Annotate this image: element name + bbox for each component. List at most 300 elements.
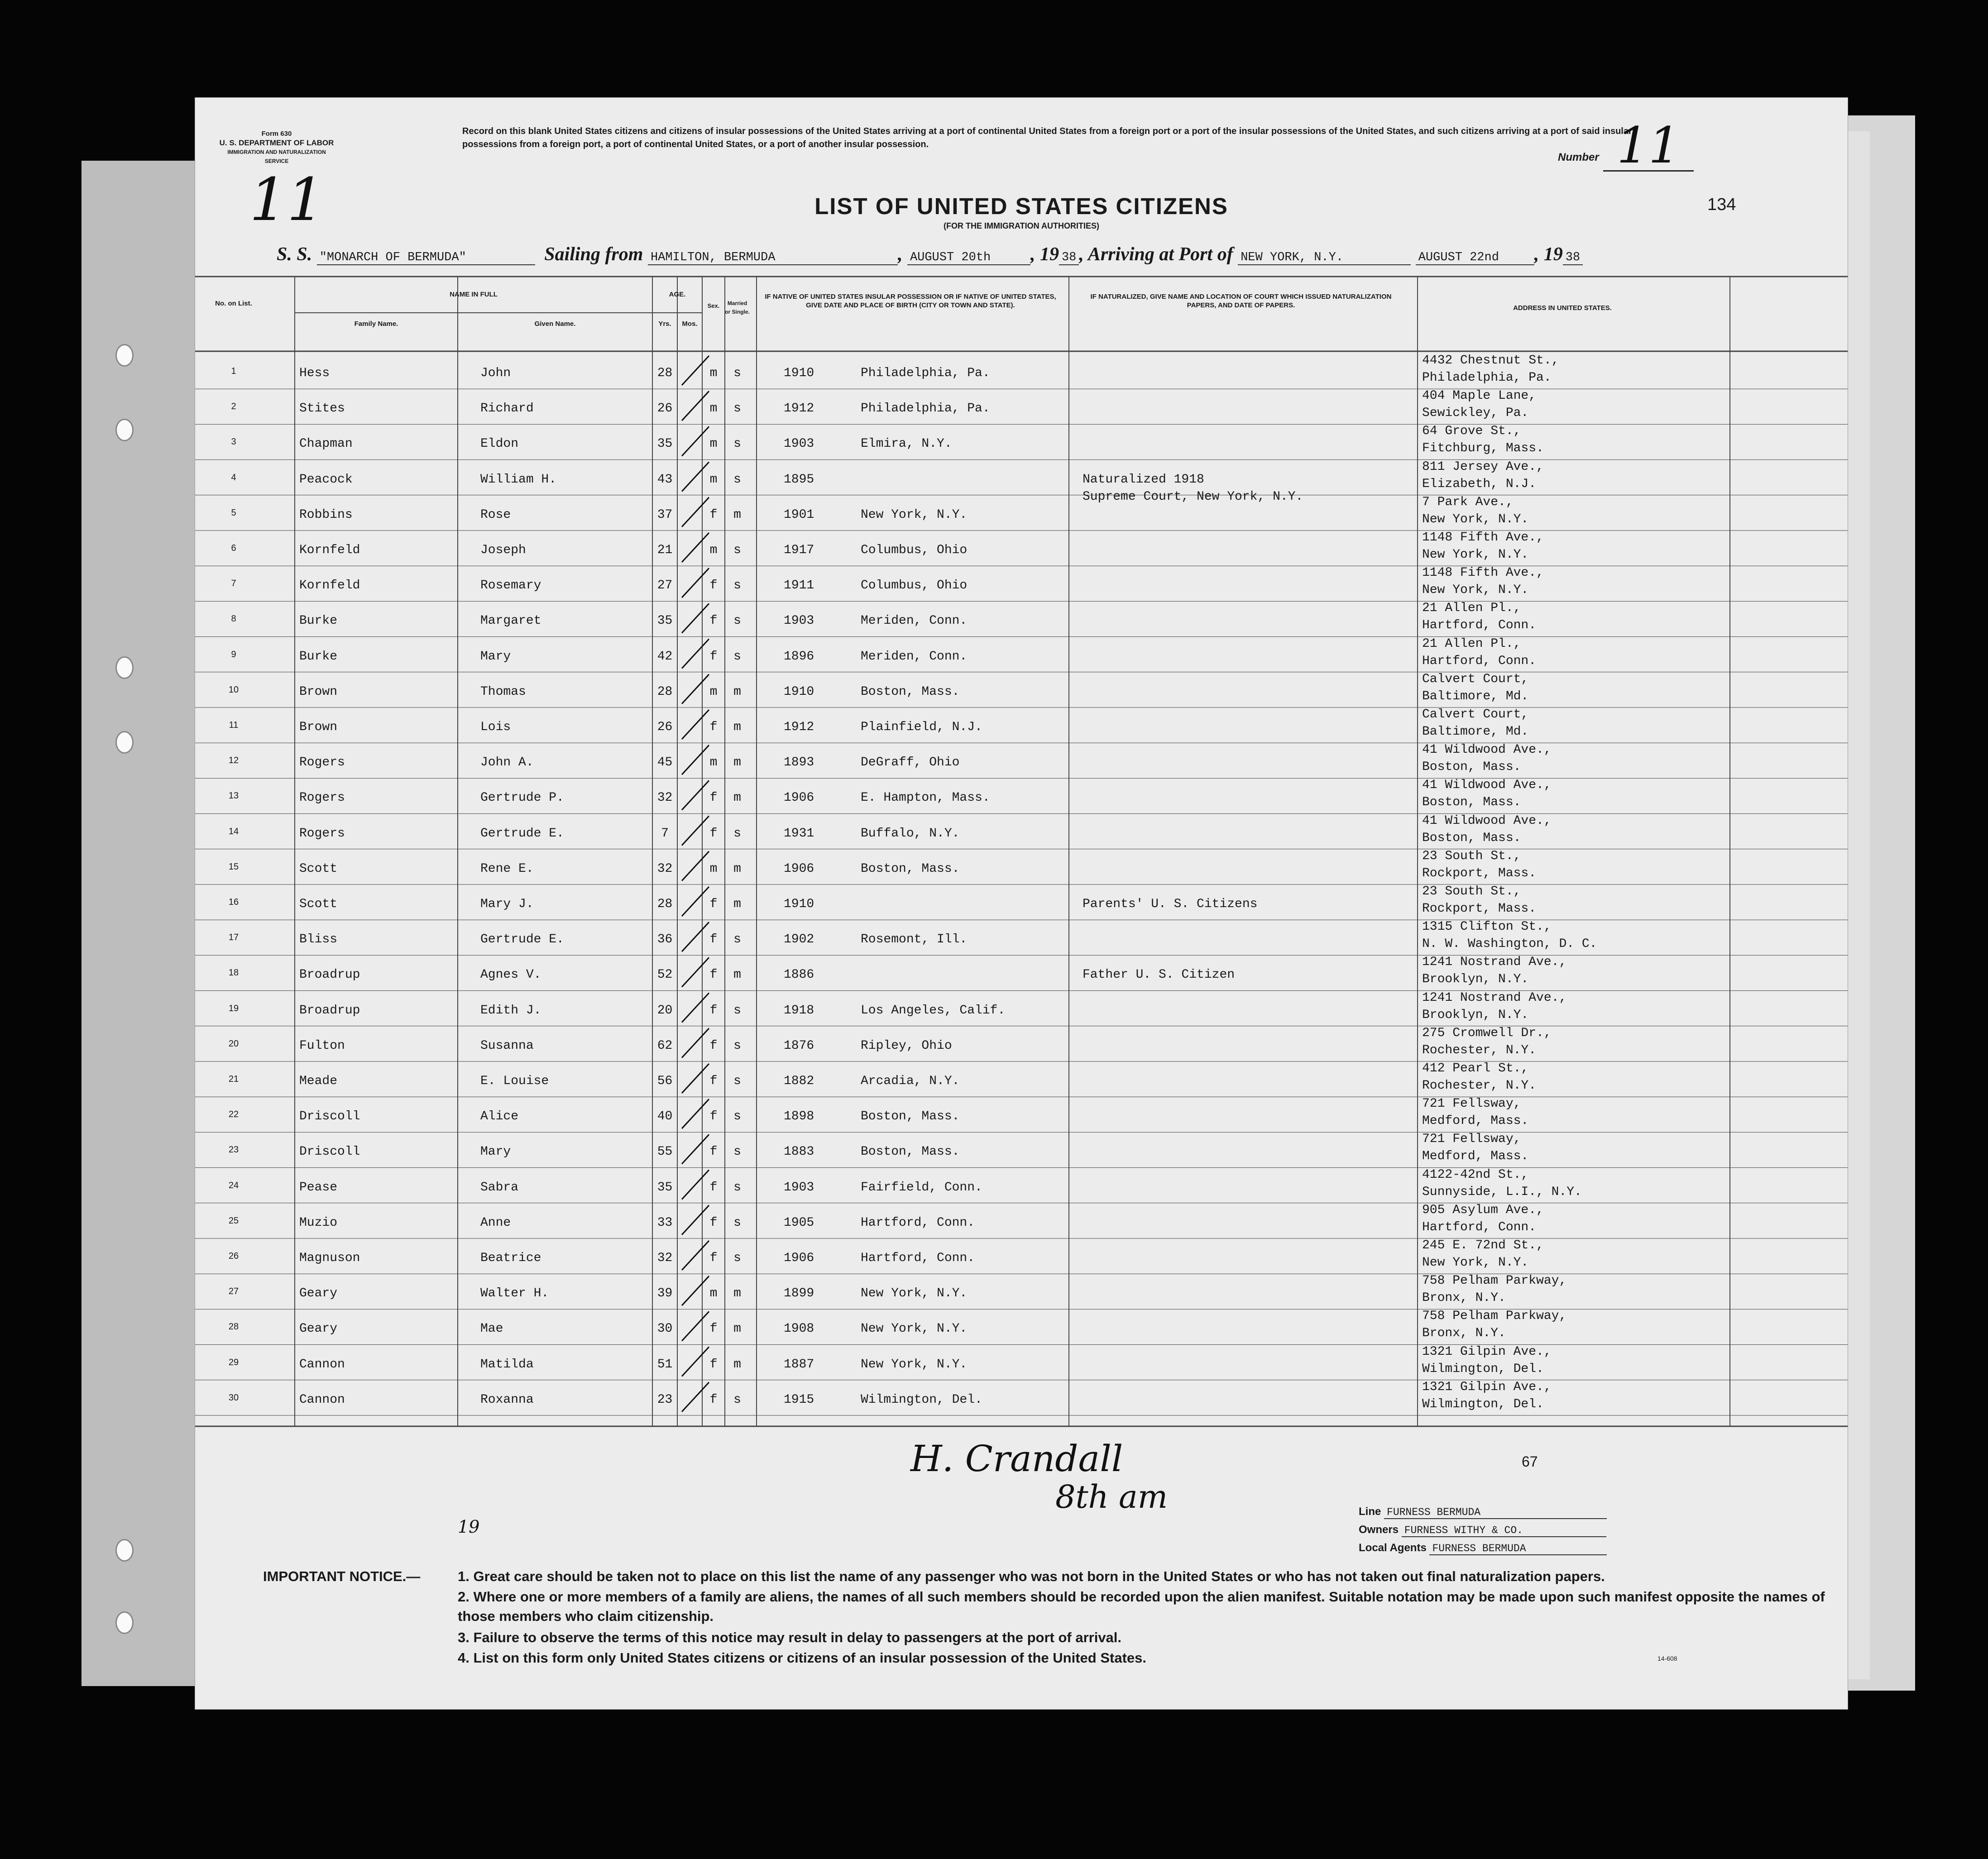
given-name: Gertrude E. bbox=[480, 932, 564, 947]
birth-place: New York, N.Y. bbox=[861, 1357, 968, 1372]
birth-place: Rosemont, Ill. bbox=[861, 932, 968, 947]
marital-status: s bbox=[733, 543, 741, 557]
row-number: 17 bbox=[228, 932, 239, 943]
ship-name: "MONARCH OF BERMUDA" bbox=[317, 251, 535, 265]
address-line-1: 41 Wildwood Ave., bbox=[1422, 813, 1552, 828]
given-name: Anne bbox=[480, 1215, 511, 1230]
birth-place: Arcadia, N.Y. bbox=[861, 1074, 960, 1088]
age-years: 20 bbox=[657, 1003, 673, 1018]
sailing-label: Sailing from bbox=[544, 244, 643, 265]
address-line-2: Bronx, N.Y. bbox=[1422, 1326, 1506, 1341]
address-line-1: 1321 Gilpin Ave., bbox=[1422, 1344, 1552, 1359]
row-number: 27 bbox=[228, 1286, 239, 1297]
address-line-2: Brooklyn, N.Y. bbox=[1422, 1008, 1529, 1022]
address-line-1: 64 Grove St., bbox=[1422, 424, 1521, 439]
line-value: FURNESS BERMUDA bbox=[1384, 1506, 1607, 1519]
birth-place: Philadelphia, Pa. bbox=[861, 366, 990, 380]
birth-year: 1898 bbox=[784, 1109, 814, 1124]
address-line-2: Hartford, Conn. bbox=[1422, 618, 1537, 633]
age-years: 37 bbox=[657, 507, 673, 522]
sex: f bbox=[709, 1392, 718, 1407]
col-given-header: Given Name. bbox=[534, 320, 576, 328]
arrival-year: 38 bbox=[1563, 251, 1583, 265]
address-line-2: Rockport, Mass. bbox=[1422, 902, 1537, 916]
family-name: Burke bbox=[299, 614, 338, 628]
address-line-1: 1148 Fifth Ave., bbox=[1422, 566, 1544, 580]
address-line-1: 23 South St., bbox=[1422, 884, 1521, 898]
address-line-1: 7 Park Ave., bbox=[1422, 495, 1514, 509]
given-name: Walter H. bbox=[480, 1286, 549, 1301]
inspector-signature: H. Crandall bbox=[910, 1438, 1123, 1480]
birth-year: 1886 bbox=[784, 968, 814, 982]
birth-year: 1910 bbox=[784, 897, 814, 911]
address-line-2: Rockport, Mass. bbox=[1422, 866, 1537, 880]
notice-item-2: 2. Where one or more members of a family are aliens, the names of all such members should be recorded upon the alien manifest. Suitable notation may be made upon such manifest opposite the names of those members who claim citizenship. bbox=[458, 1589, 1825, 1624]
sex: f bbox=[709, 1251, 718, 1265]
address-line-1: 275 Cromwell Dr., bbox=[1422, 1026, 1552, 1040]
family-name: Pease bbox=[299, 1180, 338, 1195]
address-line-1: 1148 Fifth Ave., bbox=[1422, 530, 1544, 545]
sex: m bbox=[709, 472, 718, 487]
age-years: 51 bbox=[657, 1357, 673, 1372]
given-name: Alice bbox=[480, 1109, 519, 1124]
list-mark: 11 bbox=[249, 165, 325, 234]
sex: f bbox=[709, 1003, 718, 1018]
sex: f bbox=[709, 1357, 718, 1372]
agents-label: Local Agents bbox=[1359, 1542, 1427, 1554]
address-line-2: New York, N.Y. bbox=[1422, 1256, 1529, 1270]
birth-place: E. Hampton, Mass. bbox=[861, 791, 990, 805]
address-line-2: Sunnyside, L.I., N.Y. bbox=[1422, 1185, 1582, 1199]
punch-hole bbox=[115, 656, 134, 679]
row-number: 7 bbox=[231, 578, 236, 589]
row-number: 10 bbox=[228, 684, 239, 695]
given-name: Joseph bbox=[480, 543, 526, 557]
sailing-port: HAMILTON, BERMUDA bbox=[648, 251, 898, 265]
sex: f bbox=[709, 578, 718, 593]
birth-year: 1903 bbox=[784, 437, 814, 451]
address-line-2: Boston, Mass. bbox=[1422, 831, 1521, 845]
birth-year: 1896 bbox=[784, 649, 814, 664]
age-years: 52 bbox=[657, 968, 673, 982]
punch-hole bbox=[115, 731, 134, 754]
age-years: 28 bbox=[657, 897, 673, 911]
birth-place: Wilmington, Del. bbox=[861, 1392, 982, 1407]
given-name: Margaret bbox=[480, 614, 541, 628]
age-years: 28 bbox=[657, 366, 673, 380]
address-line-2: New York, N.Y. bbox=[1422, 583, 1529, 597]
given-name: Susanna bbox=[480, 1038, 534, 1053]
birth-place: Boston, Mass. bbox=[861, 684, 960, 699]
address-line-2: Baltimore, Md. bbox=[1422, 689, 1529, 703]
address-line-2: Sewickley, Pa. bbox=[1422, 406, 1529, 421]
page-title: LIST OF UNITED STATES CITIZENS bbox=[814, 193, 1228, 219]
address-line-1: 811 Jersey Ave., bbox=[1422, 459, 1544, 474]
family-name: Scott bbox=[299, 897, 338, 911]
notice-heading: IMPORTANT NOTICE.— bbox=[263, 1568, 421, 1584]
col-naturalized-header: IF NATURALIZED, GIVE NAME AND LOCATION OF COURT WHICH ISSUED NATURALIZATION PAPERS, AND DATE OF PAPERS. bbox=[1090, 293, 1392, 309]
address-line-1: 4122-42nd St., bbox=[1422, 1167, 1529, 1182]
birth-year: 1893 bbox=[784, 755, 814, 770]
birth-place: Buffalo, N.Y. bbox=[861, 826, 960, 841]
marital-status: m bbox=[733, 1286, 741, 1301]
birth-year: 1918 bbox=[784, 1003, 814, 1018]
row-number: 12 bbox=[228, 755, 239, 766]
age-years: 26 bbox=[657, 401, 673, 416]
age-years: 35 bbox=[657, 614, 673, 628]
sex: f bbox=[709, 1074, 718, 1088]
age-years: 32 bbox=[657, 861, 673, 876]
row-number: 3 bbox=[231, 437, 236, 447]
address-line-2: Medford, Mass. bbox=[1422, 1149, 1529, 1164]
row-number: 14 bbox=[228, 826, 239, 836]
family-name: Rogers bbox=[299, 826, 345, 841]
ss-label: S. S. bbox=[277, 244, 312, 265]
line-label: Line bbox=[1359, 1505, 1381, 1518]
col-sex-header: Sex. bbox=[707, 302, 720, 309]
birth-place: Meriden, Conn. bbox=[861, 614, 968, 628]
birth-year: 1906 bbox=[784, 1251, 814, 1265]
naturalization-2: Supreme Court, New York, N.Y. bbox=[1083, 489, 1303, 504]
given-name: Rose bbox=[480, 507, 511, 522]
given-name: Eldon bbox=[480, 437, 519, 451]
birth-year: 1911 bbox=[784, 578, 814, 593]
birth-year: 1915 bbox=[784, 1392, 814, 1407]
birth-place: Columbus, Ohio bbox=[861, 543, 968, 557]
age-years: 56 bbox=[657, 1074, 673, 1088]
birth-year: 1910 bbox=[784, 366, 814, 380]
age-years: 35 bbox=[657, 1180, 673, 1195]
address-line-2: Wilmington, Del. bbox=[1422, 1397, 1544, 1411]
birth-year: 1902 bbox=[784, 932, 814, 947]
birth-year: 1882 bbox=[784, 1074, 814, 1088]
birth-year: 1906 bbox=[784, 861, 814, 876]
given-name: Mary bbox=[480, 649, 511, 664]
marital-status: m bbox=[733, 507, 741, 522]
marital-status: m bbox=[733, 1322, 741, 1336]
birth-year: 1905 bbox=[784, 1215, 814, 1230]
age-years: 7 bbox=[661, 826, 669, 841]
birth-year: 1903 bbox=[784, 614, 814, 628]
owners-label: Owners bbox=[1359, 1524, 1399, 1536]
family-name: Cannon bbox=[299, 1357, 345, 1372]
sex: m bbox=[709, 366, 718, 380]
sex: m bbox=[709, 861, 718, 876]
birth-place: Hartford, Conn. bbox=[861, 1215, 975, 1230]
col-age-header: AGE. bbox=[669, 291, 686, 298]
address-line-2: Bronx, N.Y. bbox=[1422, 1291, 1506, 1305]
sex: f bbox=[709, 1038, 718, 1053]
address-line-1: 1321 Gilpin Ave., bbox=[1422, 1380, 1552, 1394]
given-name: Gertrude E. bbox=[480, 826, 564, 841]
marital-status: s bbox=[733, 366, 741, 380]
row-number: 21 bbox=[228, 1074, 239, 1084]
marital-status: m bbox=[733, 861, 741, 876]
address-line-2: Fitchburg, Mass. bbox=[1422, 441, 1544, 456]
marital-status: m bbox=[733, 755, 741, 770]
given-name: E. Louise bbox=[480, 1074, 549, 1088]
marital-status: s bbox=[733, 1251, 741, 1265]
row-number: 1 bbox=[231, 366, 236, 376]
punch-hole bbox=[115, 344, 134, 367]
marital-status: s bbox=[733, 401, 741, 416]
col-address-header: ADDRESS IN UNITED STATES. bbox=[1513, 304, 1612, 312]
notice-item-3: 3. Failure to observe the terms of this notice may result in delay to passengers at the port of arrival. bbox=[458, 1630, 1122, 1645]
family-name: Kornfeld bbox=[299, 578, 360, 593]
age-years: 32 bbox=[657, 1251, 673, 1265]
sex: f bbox=[709, 1322, 718, 1336]
birth-place: Boston, Mass. bbox=[861, 1145, 960, 1159]
row-number: 20 bbox=[228, 1038, 239, 1049]
marital-status: s bbox=[733, 826, 741, 841]
birth-place: Plainfield, N.J. bbox=[861, 720, 982, 734]
birth-place: Boston, Mass. bbox=[861, 1109, 960, 1124]
sex: f bbox=[709, 507, 718, 522]
sex: f bbox=[709, 1180, 718, 1195]
age-years: 27 bbox=[657, 578, 673, 593]
address-line-2: Boston, Mass. bbox=[1422, 760, 1521, 774]
given-name: Matilda bbox=[480, 1357, 534, 1372]
family-name: Cannon bbox=[299, 1392, 345, 1407]
birth-year: 1917 bbox=[784, 543, 814, 557]
sail-year-prefix: 19 bbox=[1040, 244, 1059, 265]
age-years: 21 bbox=[657, 543, 673, 557]
marital-status: s bbox=[733, 472, 741, 487]
birth-place: New York, N.Y. bbox=[861, 507, 968, 522]
given-name: Roxanna bbox=[480, 1392, 534, 1407]
page-number: 134 bbox=[1707, 195, 1736, 214]
row-number: 6 bbox=[231, 543, 236, 553]
age-years: 36 bbox=[657, 932, 673, 947]
address-line-1: 23 South St., bbox=[1422, 849, 1521, 863]
agents-value: FURNESS BERMUDA bbox=[1429, 1543, 1607, 1555]
punch-hole bbox=[115, 1611, 134, 1634]
family-name: Driscoll bbox=[299, 1109, 360, 1124]
service: IMMIGRATION AND NATURALIZATION SERVICE bbox=[227, 149, 326, 164]
age-years: 62 bbox=[657, 1038, 673, 1053]
family-name: Chapman bbox=[299, 437, 353, 451]
marital-status: m bbox=[733, 720, 741, 734]
row-number: 9 bbox=[231, 649, 236, 659]
address-line-1: 245 E. 72nd St., bbox=[1422, 1238, 1544, 1252]
address-line-2: Baltimore, Md. bbox=[1422, 725, 1529, 739]
row-number: 15 bbox=[228, 861, 239, 872]
birth-year: 1895 bbox=[784, 472, 814, 487]
birth-year: 1903 bbox=[784, 1180, 814, 1195]
given-name: Beatrice bbox=[480, 1251, 541, 1265]
row-number: 19 bbox=[228, 1003, 239, 1013]
birth-year: 1910 bbox=[784, 684, 814, 699]
address-line-2: Rochester, N.Y. bbox=[1422, 1079, 1537, 1093]
address-line-1: Calvert Court, bbox=[1422, 672, 1529, 686]
owners-value: FURNESS WITHY & CO. bbox=[1402, 1524, 1606, 1537]
sailing-date: AUGUST 20th bbox=[907, 251, 1030, 265]
form-number: Form 630 bbox=[261, 130, 292, 138]
col-no-header: No. on List. bbox=[215, 300, 252, 307]
marital-status: m bbox=[733, 897, 741, 911]
address-line-2: Elizabeth, N.J. bbox=[1422, 477, 1537, 491]
age-years: 33 bbox=[657, 1215, 673, 1230]
marital-status: s bbox=[733, 437, 741, 451]
row-number: 5 bbox=[231, 507, 236, 518]
naturalization-1: Parents' U. S. Citizens bbox=[1083, 897, 1258, 911]
sex: f bbox=[709, 614, 718, 628]
address-line-1: 721 Fellsway, bbox=[1422, 1132, 1521, 1147]
row-number: 16 bbox=[228, 897, 239, 907]
age-years: 43 bbox=[657, 472, 673, 487]
family-name: Hess bbox=[299, 366, 330, 380]
family-name: Stites bbox=[299, 401, 345, 416]
address-line-2: Boston, Mass. bbox=[1422, 795, 1521, 810]
ship-line: S. S. "MONARCH OF BERMUDA" Sailing from HAMILTON, BERMUDA , AUGUST 20th , 19 38 , Arriving at Port of NEW YORK, N.Y. AUGUST 22nd , 19 38 bbox=[277, 244, 1583, 265]
given-name: John bbox=[480, 366, 511, 380]
address-line-2: New York, N.Y. bbox=[1422, 512, 1529, 526]
row-number: 30 bbox=[228, 1392, 239, 1403]
row-number: 23 bbox=[228, 1145, 239, 1155]
sex: m bbox=[709, 755, 718, 770]
address-line-2: Hartford, Conn. bbox=[1422, 654, 1537, 668]
birth-place: Hartford, Conn. bbox=[861, 1251, 975, 1265]
given-name: Rosemary bbox=[480, 578, 541, 593]
birth-year: 1899 bbox=[784, 1286, 814, 1301]
sex: f bbox=[709, 1109, 718, 1124]
family-name: Robbins bbox=[299, 507, 353, 522]
address-line-2: Wilmington, Del. bbox=[1422, 1362, 1544, 1376]
address-line-1: 404 Maple Lane, bbox=[1422, 389, 1537, 403]
birth-year: 1901 bbox=[784, 507, 814, 522]
address-line-1: 41 Wildwood Ave., bbox=[1422, 743, 1552, 757]
address-line-2: Rochester, N.Y. bbox=[1422, 1043, 1537, 1057]
family-name: Burke bbox=[299, 649, 338, 664]
marital-status: m bbox=[733, 791, 741, 805]
birth-year: 1908 bbox=[784, 1322, 814, 1336]
sex: f bbox=[709, 1145, 718, 1159]
sex: m bbox=[709, 437, 718, 451]
row-number: 18 bbox=[228, 968, 239, 978]
sex: f bbox=[709, 791, 718, 805]
birth-place: Elmira, N.Y. bbox=[861, 437, 952, 451]
marital-status: s bbox=[733, 1074, 741, 1088]
age-years: 35 bbox=[657, 437, 673, 451]
record-instructions: Record on this blank United States citizens and citizens of insular possessions of the United States arriving at a port of continental United States from a foreign port or a port of the insular possessions of the United States, and such citizens arriving at a port of said insular possessions from a foreign port, a port of continental United States, or a port of another insular possession. bbox=[462, 126, 1632, 149]
family-name: Muzio bbox=[299, 1215, 338, 1230]
family-name: Brown bbox=[299, 720, 338, 734]
sex: f bbox=[709, 968, 718, 982]
marital-status: s bbox=[733, 1180, 741, 1195]
address-line-2: Medford, Mass. bbox=[1422, 1114, 1529, 1128]
marital-status: m bbox=[733, 968, 741, 982]
birth-place: Philadelphia, Pa. bbox=[861, 401, 990, 416]
address-line-1: 758 Pelham Parkway, bbox=[1422, 1309, 1567, 1324]
col-family-header: Family Name. bbox=[354, 320, 398, 328]
family-name: Fulton bbox=[299, 1038, 345, 1053]
notice-item-1: 1. Great care should be taken not to place on this list the name of any passenger who was not born in the United States or who has not taken out final naturalization papers. bbox=[458, 1568, 1605, 1584]
marital-status: s bbox=[733, 1392, 741, 1407]
age-years: 42 bbox=[657, 649, 673, 664]
given-name: Rene E. bbox=[480, 861, 534, 876]
arrival-port: NEW YORK, N.Y. bbox=[1238, 251, 1411, 265]
row-number: 11 bbox=[229, 720, 239, 730]
age-years: 40 bbox=[657, 1109, 673, 1124]
family-name: Magnuson bbox=[299, 1251, 360, 1265]
family-name: Brown bbox=[299, 684, 338, 699]
family-name: Geary bbox=[299, 1322, 338, 1336]
age-years: 45 bbox=[657, 755, 673, 770]
given-name: Mae bbox=[480, 1322, 503, 1336]
address-line-2: Hartford, Conn. bbox=[1422, 1220, 1537, 1234]
sex: f bbox=[709, 932, 718, 947]
sex: f bbox=[709, 1215, 718, 1230]
row-number: 22 bbox=[228, 1109, 239, 1120]
family-name: Broadrup bbox=[299, 1003, 360, 1018]
address-line-2: New York, N.Y. bbox=[1422, 548, 1529, 562]
birth-place: New York, N.Y. bbox=[861, 1322, 968, 1336]
address-line-1: Calvert Court, bbox=[1422, 707, 1529, 722]
col-married-header: Married or Single. bbox=[725, 300, 750, 315]
address-line-2: Brooklyn, N.Y. bbox=[1422, 972, 1529, 987]
address-line-1: 1315 Clifton St., bbox=[1422, 920, 1552, 934]
naturalization-1: Naturalized 1918 bbox=[1083, 472, 1204, 487]
marital-status: s bbox=[733, 578, 741, 593]
given-name: William H. bbox=[480, 472, 557, 487]
birth-year: 1876 bbox=[784, 1038, 814, 1053]
address-line-1: 21 Allen Pl., bbox=[1422, 601, 1521, 616]
address-line-1: 412 Pearl St., bbox=[1422, 1061, 1529, 1075]
birth-place: Columbus, Ohio bbox=[861, 578, 968, 593]
passenger-count: 67 bbox=[1522, 1453, 1538, 1470]
marital-status: s bbox=[733, 649, 741, 664]
birth-year: 1883 bbox=[784, 1145, 814, 1159]
punch-hole bbox=[115, 1539, 134, 1562]
given-name: Thomas bbox=[480, 684, 526, 699]
given-name: Lois bbox=[480, 720, 511, 734]
family-name: Rogers bbox=[299, 755, 345, 770]
given-name: Mary bbox=[480, 1145, 511, 1159]
hand-note: 8th am bbox=[1055, 1478, 1168, 1515]
agents-field bbox=[1359, 1542, 1607, 1555]
age-years: 23 bbox=[657, 1392, 673, 1407]
col-mos-header: Mos. bbox=[682, 320, 698, 328]
sex: m bbox=[709, 543, 718, 557]
address-line-1: 41 Wildwood Ave., bbox=[1422, 778, 1552, 793]
row-number: 8 bbox=[231, 614, 236, 624]
naturalization-1: Father U. S. Citizen bbox=[1083, 968, 1235, 982]
birth-place: DeGraff, Ohio bbox=[861, 755, 960, 770]
birth-year: 1912 bbox=[784, 401, 814, 416]
age-years: 55 bbox=[657, 1145, 673, 1159]
row-number: 28 bbox=[228, 1322, 239, 1332]
owners-field bbox=[1359, 1524, 1606, 1537]
col-yrs-header: Yrs. bbox=[658, 320, 671, 328]
row-number: 4 bbox=[231, 472, 236, 483]
marital-status: s bbox=[733, 1109, 741, 1124]
arriving-label: Arriving at Port of bbox=[1087, 244, 1233, 265]
age-years: 32 bbox=[657, 791, 673, 805]
page-subtitle: (FOR THE IMMIGRATION AUTHORITIES) bbox=[944, 221, 1099, 230]
arrival-date: AUGUST 22nd bbox=[1416, 251, 1534, 265]
marital-status: m bbox=[733, 1357, 741, 1372]
birth-place: New York, N.Y. bbox=[861, 1286, 968, 1301]
age-years: 28 bbox=[657, 684, 673, 699]
marital-status: s bbox=[733, 932, 741, 947]
sex: m bbox=[709, 401, 718, 416]
age-years: 39 bbox=[657, 1286, 673, 1301]
birth-year: 1912 bbox=[784, 720, 814, 734]
marital-status: s bbox=[733, 1215, 741, 1230]
birth-place: Meriden, Conn. bbox=[861, 649, 968, 664]
row-number: 25 bbox=[228, 1215, 239, 1226]
sex: f bbox=[709, 897, 718, 911]
